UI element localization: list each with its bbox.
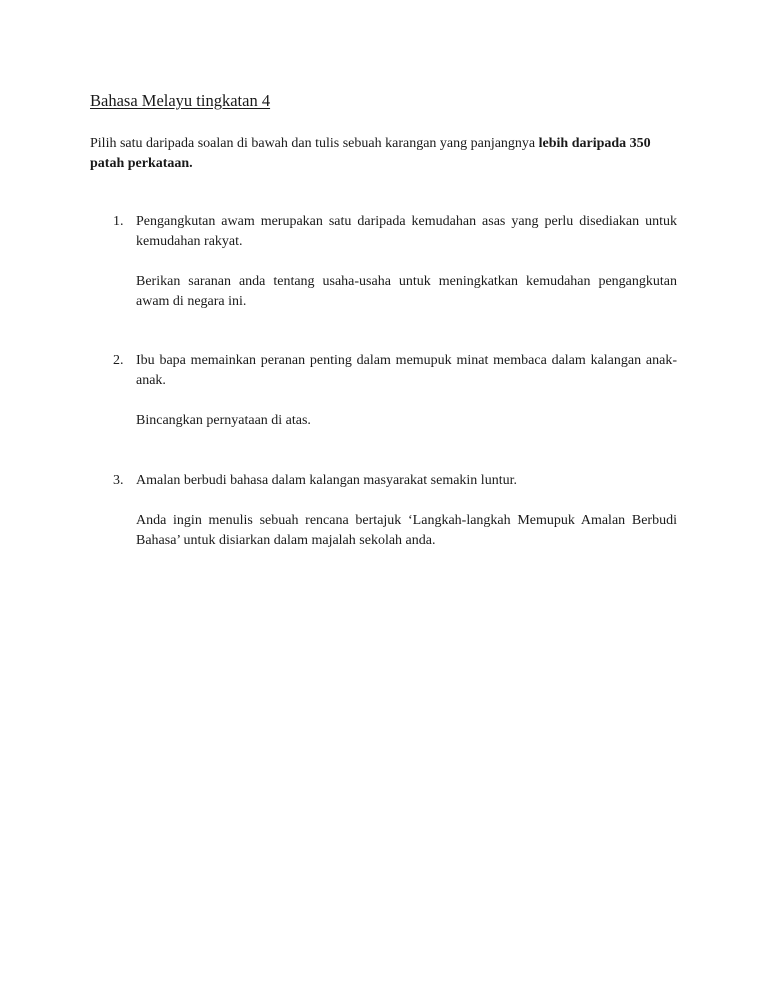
instruction-plain-text: Pilih satu daripada soalan di bawah dan tulis sebuah karangan yang panjangnya [90, 136, 539, 151]
question-number: 1. [113, 214, 124, 229]
question-task: Anda ingin menulis sebuah rencana bertajuk ‘Langkah-langkah Memupuk Amalan Berbudi Bahasa’ untuk disiarkan dalam majalah sekolah anda. [136, 513, 677, 548]
question-item [113, 471, 677, 551]
question-body [136, 351, 677, 431]
question-statement: Amalan berbudi bahasa dalam kalangan masyarakat semakin luntur. [136, 473, 517, 488]
question-body [136, 212, 677, 312]
question-statement: Ibu bapa memainkan peranan penting dalam memupuk minat membaca dalam kalangan anak-anak. [136, 353, 677, 388]
question-task: Berikan saranan anda tentang usaha-usaha untuk meningkatkan kemudahan pengangkutan awam di negara ini. [136, 274, 677, 309]
question-number: 3. [113, 473, 124, 488]
question-body [136, 471, 677, 551]
document-title: Bahasa Melayu tingkatan 4 [90, 91, 271, 110]
question-item [113, 212, 677, 312]
question-number: 2. [113, 353, 124, 368]
instruction-bold-text: lebih daripada 350 patah perkataan. [90, 136, 651, 171]
question-item [113, 351, 677, 431]
question-statement: Pengangkutan awam merupakan satu daripada kemudahan asas yang perlu disediakan untuk kemudahan rakyat. [136, 214, 677, 249]
instruction-text [90, 134, 677, 174]
question-task: Bincangkan pernyataan di atas. [136, 413, 311, 428]
